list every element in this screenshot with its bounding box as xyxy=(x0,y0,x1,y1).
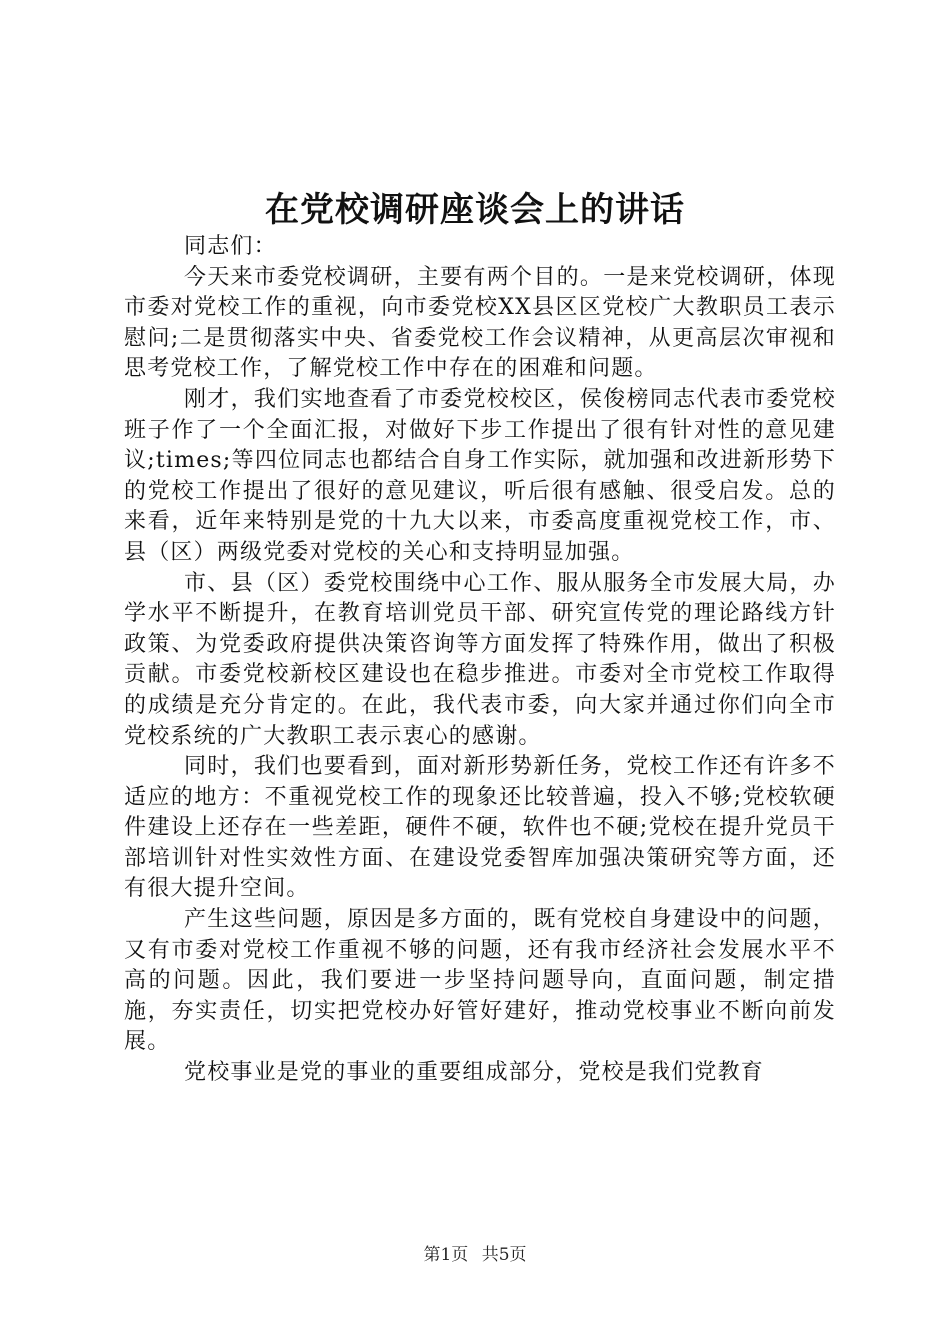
salutation: 同志们： xyxy=(184,234,277,259)
paragraph: 同时，我们也要看到，面对新形势新任务，党校工作还有许多不适应的地方：不重视党校工作的现象还比较普遍，投入不够;党校软硬件建设上还存在一些差距，硬件不硬，软件也不硬;党校在提升党员干部培训针对性实效性方面、在建设党委智库加强决策研究等方面，还有很大提升空间。 xyxy=(124,754,836,902)
page-total: 共5页 xyxy=(481,1245,527,1265)
page-footer xyxy=(0,1240,950,1265)
paragraph: 刚才，我们实地查看了市委党校校区，侯俊榜同志代表市委党校班子作了一个全面汇报，对做好下步工作提出了很有针对性的意见建议;times;等四位同志也都结合自身工作实际，就加强和改进新形势下的党校工作提出了很好的意见建议，听后很有感触、很受启发。总的来看，近年来特别是党的十九大以来，市委高度重视党校工作，市、县（区）两级党委对党校的关心和支持明显加强。 xyxy=(124,386,836,565)
paragraph: 党校事业是党的事业的重要组成部分，党校是我们党教育 xyxy=(184,1060,765,1086)
paragraph: 产生这些问题，原因是多方面的，既有党校自身建设中的问题，又有市委对党校工作重视不够的问题，还有我市经济社会发展水平不高的问题。因此，我们要进一步坚持问题导向，直面问题，制定措施，夯实责任，切实把党校办好管好建好，推动党校事业不断向前发展。 xyxy=(124,907,836,1055)
document-body xyxy=(124,232,836,1089)
paragraph: 市、县（区）委党校围绕中心工作、服从服务全市发展大局，办学水平不断提升，在教育培训党员干部、研究宣传党的理论路线方针政策、为党委政府提供决策咨询等方面发挥了特殊作用，做出了积极贡献。市委党校新校区建设也在稳步推进。市委对全市党校工作取得的成绩是充分肯定的。在此，我代表市委，向大家并通过你们向全市党校系统的广大教职工表示衷心的感谢。 xyxy=(124,570,836,749)
page-number: 第1页 xyxy=(423,1245,469,1265)
paragraph: 今天来市委党校调研，主要有两个目的。一是来党校调研，体现市委对党校工作的重视，向市委党校XX县区区党校广大教职员工表示慰问;二是贯彻落实中央、省委党校工作会议精神，从更高层次审视和思考党校工作，了解党校工作中存在的困难和问题。 xyxy=(124,264,836,382)
document-title: 在党校调研座谈会上的讲话 xyxy=(265,190,685,230)
